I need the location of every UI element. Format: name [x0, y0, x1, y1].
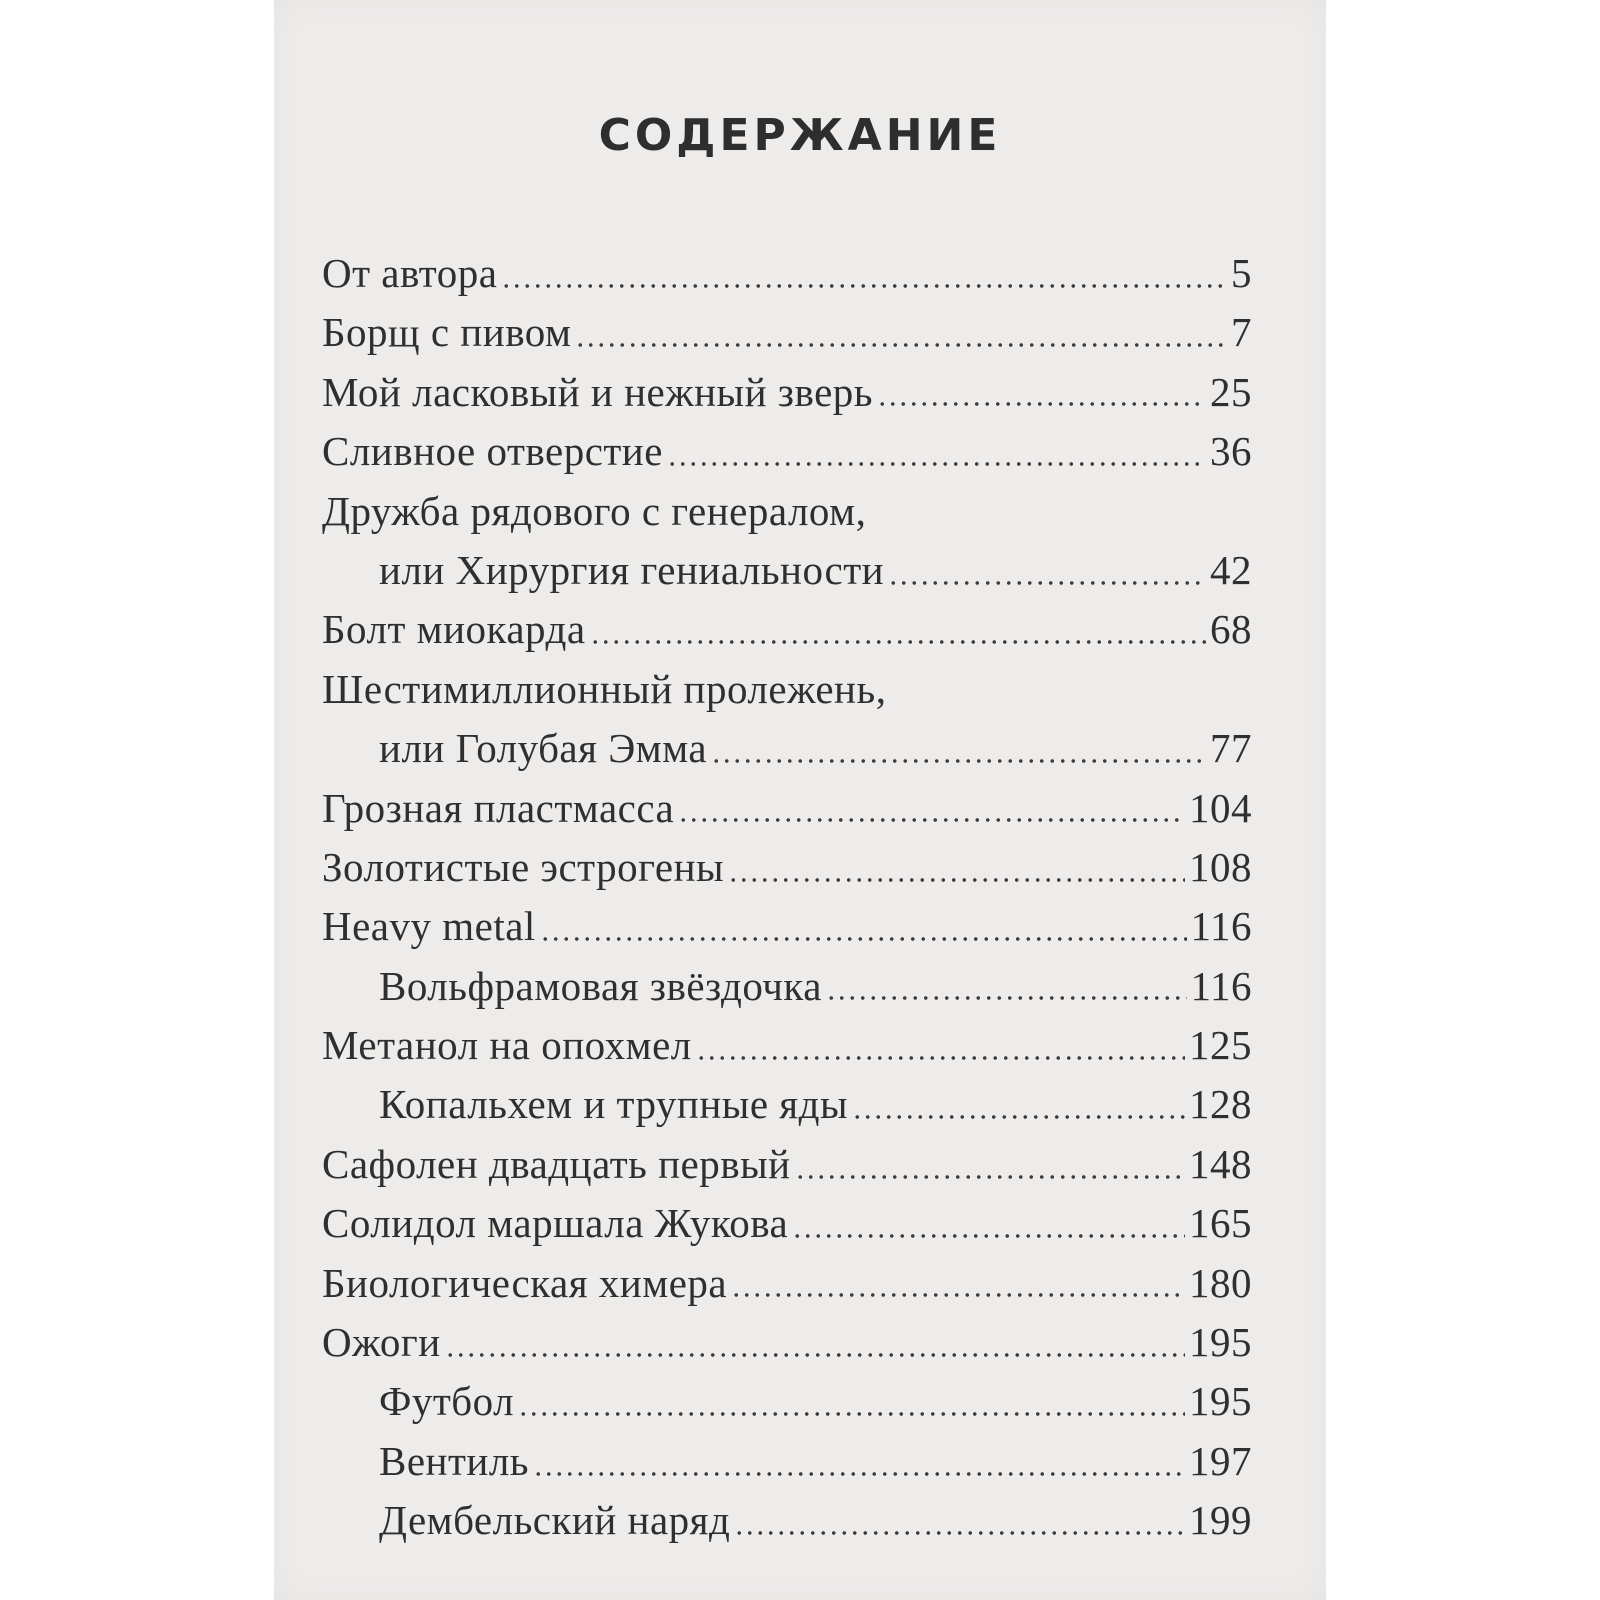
- entry-page: 148: [1189, 1140, 1252, 1187]
- entry-title-line2: или Голубая Эмма: [379, 725, 708, 772]
- toc-entry-multiline: [322, 660, 1252, 779]
- toc-entry: [322, 1135, 1252, 1194]
- toc-subentry: [322, 1432, 1252, 1491]
- book-page: [274, 0, 1326, 1600]
- entry-title: Дембельский наряд: [379, 1497, 731, 1544]
- toc-subentry: [322, 1372, 1252, 1431]
- entry-title: Копальхем и трупные яды: [379, 1081, 849, 1128]
- dot-leader: [445, 1350, 1185, 1360]
- entry-title-line1: Шестимиллионный пролежень,: [322, 665, 887, 712]
- entry-title: Heavy metal: [322, 903, 536, 950]
- entry-page: 180: [1189, 1259, 1252, 1306]
- entry-title: Солидол маршала Жукова: [322, 1200, 789, 1247]
- page-title: СОДЕРЖАНИЕ: [598, 110, 1002, 161]
- entry-title: Грозная пластмасса: [322, 784, 675, 831]
- dot-leader: [795, 1172, 1185, 1182]
- toc-subentry: [322, 957, 1252, 1016]
- entry-title: Вольфрамовая звёздочка: [379, 962, 822, 1009]
- toc-entry: [322, 244, 1252, 303]
- entry-page: 5: [1231, 250, 1252, 296]
- toc-entry: [322, 1016, 1252, 1075]
- dot-leader: [501, 281, 1227, 291]
- dot-leader: [696, 1053, 1185, 1063]
- toc-subentry: [322, 1075, 1252, 1134]
- toc-entry: [322, 363, 1252, 422]
- dot-leader: [590, 637, 1206, 647]
- entry-title: Футбол: [379, 1378, 515, 1425]
- toc-entry: [322, 779, 1252, 838]
- entry-page: 125: [1189, 1022, 1252, 1069]
- dot-leader: [575, 340, 1227, 350]
- entry-page: 77: [1210, 725, 1252, 772]
- entry-page: 68: [1210, 606, 1252, 653]
- dot-leader: [518, 1409, 1185, 1419]
- entry-second-line: [322, 541, 1252, 600]
- entry-page: 7: [1231, 309, 1252, 356]
- toc-subentry: [322, 1491, 1252, 1550]
- entry-page: 197: [1189, 1437, 1252, 1484]
- toc-entry: [322, 897, 1252, 956]
- entry-page: 25: [1210, 368, 1252, 415]
- dot-leader: [711, 756, 1206, 766]
- dot-leader: [734, 1528, 1185, 1538]
- entry-title: Мой ласковый и нежный зверь: [322, 368, 873, 415]
- toc-entry-multiline: [322, 482, 1252, 601]
- entry-title: Золотистые эстрогены: [322, 843, 725, 890]
- dot-leader: [728, 875, 1185, 885]
- entry-title: От автора: [322, 250, 498, 296]
- toc-entry: [322, 303, 1252, 362]
- entry-page: 116: [1190, 962, 1252, 1009]
- dot-leader: [533, 1469, 1185, 1479]
- toc-entry: [322, 1313, 1252, 1372]
- entry-page: 199: [1189, 1497, 1252, 1544]
- entry-title: Метанол на опохмел: [322, 1022, 692, 1069]
- entry-title: Сафолен двадцать первый: [322, 1140, 791, 1187]
- toc-entry: [322, 422, 1252, 481]
- dot-leader: [540, 934, 1187, 944]
- entry-title: Ожоги: [322, 1319, 441, 1366]
- entry-page: 116: [1190, 903, 1252, 950]
- entry-title-line2: или Хирургия гениальности: [379, 546, 885, 593]
- entry-page: 128: [1189, 1081, 1252, 1128]
- entry-title-line1: Дружба рядового с генералом,: [322, 487, 867, 534]
- entry-title: Борщ с пивом: [322, 309, 572, 356]
- entry-title: Биологическая химера: [322, 1259, 728, 1306]
- dot-leader: [826, 993, 1187, 1003]
- toc-entry: [322, 838, 1252, 897]
- entry-page: 165: [1189, 1200, 1252, 1247]
- entry-page: 195: [1189, 1319, 1252, 1366]
- entry-page: 195: [1189, 1378, 1252, 1425]
- dot-leader: [877, 399, 1206, 409]
- entry-title: Сливное отверстие: [322, 428, 663, 475]
- toc-entry: [322, 600, 1252, 659]
- entry-page: 36: [1210, 428, 1252, 475]
- toc-entry: [322, 1194, 1252, 1253]
- entry-title: Болт миокарда: [322, 606, 586, 653]
- entry-page: 104: [1189, 784, 1252, 831]
- entry-title: Вентиль: [379, 1437, 530, 1484]
- entry-page: 42: [1210, 546, 1252, 593]
- dot-leader: [792, 1231, 1185, 1241]
- toc-entry: [322, 1254, 1252, 1313]
- table-of-contents: [322, 244, 1252, 1551]
- dot-leader: [852, 1112, 1185, 1122]
- dot-leader: [888, 578, 1206, 588]
- dot-leader: [667, 459, 1206, 469]
- dot-leader: [731, 1290, 1185, 1300]
- dot-leader: [678, 815, 1185, 825]
- entry-page: 108: [1189, 843, 1252, 890]
- entry-second-line: [322, 719, 1252, 778]
